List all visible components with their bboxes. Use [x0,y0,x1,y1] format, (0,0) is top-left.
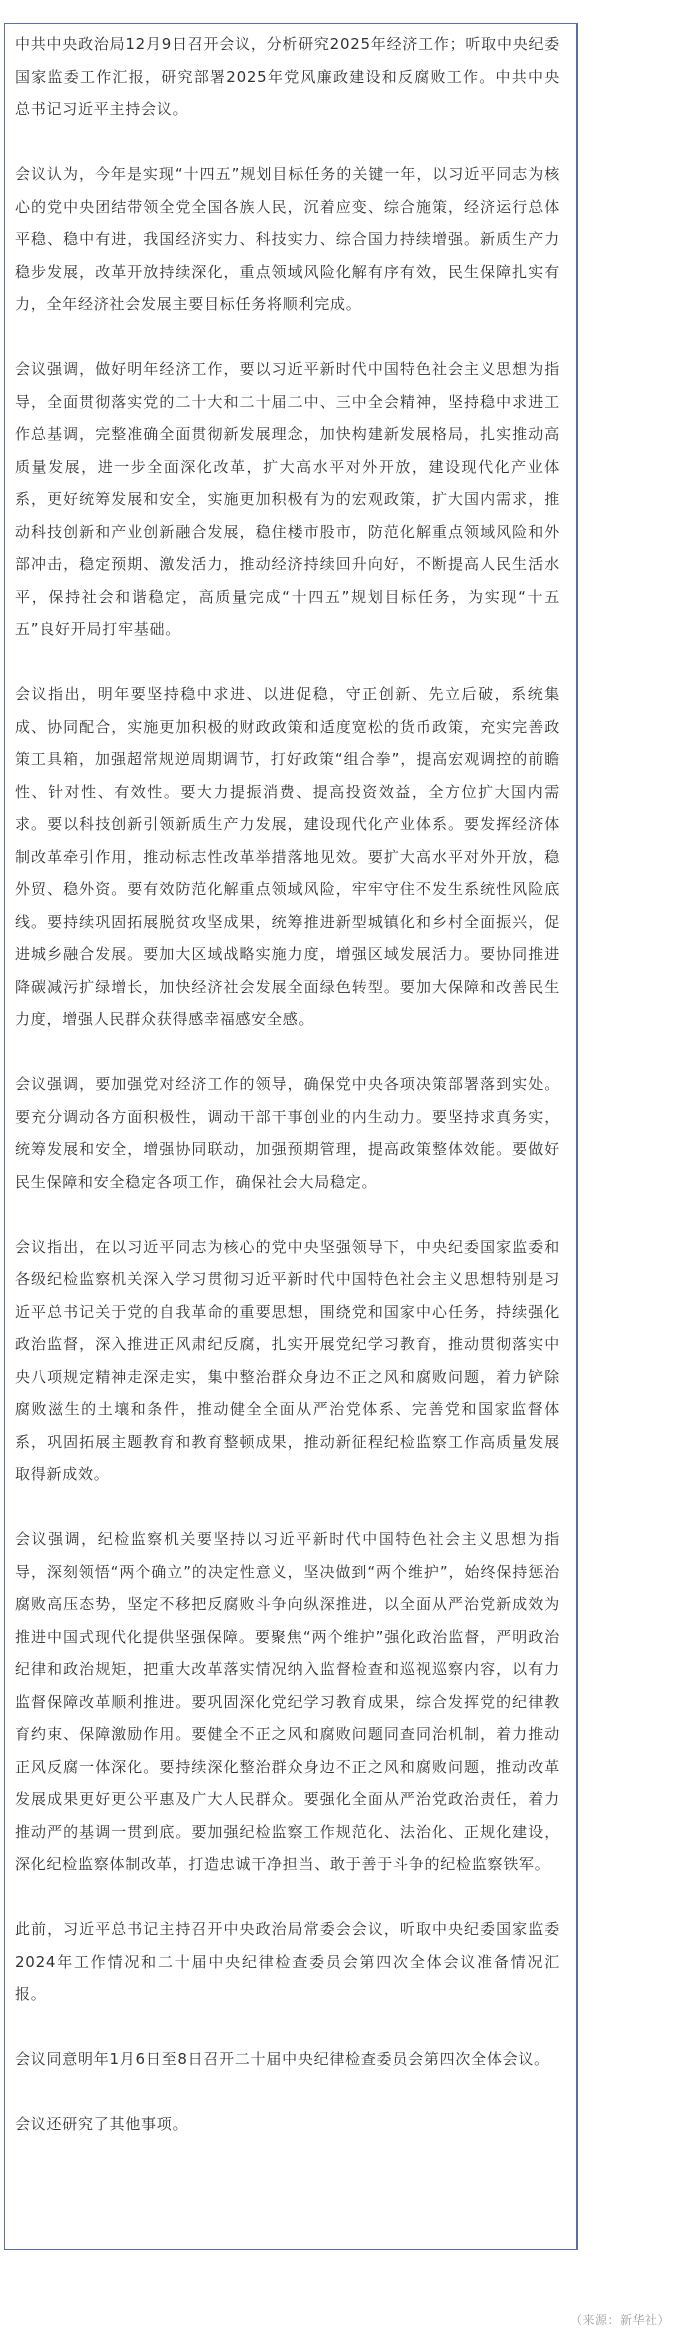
paragraph-policy-priorities: 会议指出，明年要坚持稳中求进、以进促稳，守正创新、先立后破，系统集成、协同配合，实施更加积极的财政政策和适度宽松的货币政策，充实完善政策工具箱，加强超常规逆周期调节，打好政策“组合拳”，提高宏观调控的前瞻性、针对性、有效性。要大力提振消费、提高投资效益，全方位扩大国内需求。要以科技创新引领新质生产力发展，建设现代化产业体系。要发挥经济体制改革牵引作用，推动标志性改革举措落地见效。要扩大高水平对外开放，稳外贸、稳外资。要有效防范化解重点领域风险，牢牢守住不发生系统性风险底线。要持续巩固拓展脱贫攻坚成果，统筹推进新型城镇化和乡村全面振兴，促进城乡融合发展。要加大区域战略实施力度，增强区域发展活力。要协同推进降碳减污扩绿增长，加快经济社会发展全面绿色转型。要加大保障和改善民生力度，增强人民群众获得感幸福感安全感。 [15,685,560,1028]
paragraph-economic-work-guidance: 会议强调，做好明年经济工作，要以习近平新时代中国特色社会主义思想为指导，全面贯彻落实党的二十大和二十届二中、三中全会精神，坚持稳中求进工作总基调，完整准确全面贯彻新发展理念，加快构建新发展格局，扎实推动高质量发展，进一步全面深化改革，扩大高水平对外开放，建设现代化产业体系，更好统筹发展和安全，实施更加积极有为的宏观政策，扩大国内需求，推动科技创新和产业创新融合发展，稳住楼市股市，防范化解重点领域风险和外部冲击，稳定预期、激发活力，推动经济持续回升向好，不断提高人民生活水平，保持社会和谐稳定，高质量完成“十四五”规划目标任务，为实现“十五五”良好开局打牢基础。 [15,360,560,638]
paragraph-meeting-intro: 中共中央政治局12月9日召开会议，分析研究2025年经济工作；听取中央纪委国家监委工作汇报，研究部署2025年党风廉政建设和反腐败工作。中共中央总书记习近平主持会议。 [15,35,560,118]
article-container [4,23,578,2250]
paragraph-plenary-date: 会议同意明年1月6日至8日召开二十届中央纪律检查委员会第四次全体会议。 [15,2050,550,2068]
paragraph-standing-committee: 此前，习近平总书记主持召开中央政治局常委会会议，听取中央纪委国家监委2024年工作情况和二十届中央纪律检查委员会第四次全体会议准备情况汇报。 [15,1920,560,2003]
paragraph-economy-review: 会议认为，今年是实现“十四五”规划目标任务的关键一年，以习近平同志为核心的党中央团结带领全党全国各族人民，沉着应变、综合施策，经济运行总体平稳、稳中有进，我国经济实力、科技实力、综合国力持续增强。新质生产力稳步发展，改革开放持续深化，重点领域风险化解有序有效，民生保障扎实有力，全年经济社会发展主要目标任务将顺利完成。 [15,165,560,313]
source-credit: （来源：新华社） [569,2313,670,2327]
paragraph-other-matters: 会议还研究了其他事项。 [15,2115,189,2133]
paragraph-discipline-tasks: 会议强调，纪检监察机关要坚持以习近平新时代中国特色社会主义思想为指导，深刻领悟“两个确立”的决定性意义，坚决做到“两个维护”，始终保持惩治腐败高压态势，坚定不移把反腐败斗争向纵深推进，以全面从严治党新成效为推进中国式现代化提供坚强保障。要聚焦“两个维护”强化政治监督，严明政治纪律和政治规矩，把重大改革落实情况纳入监督检查和巡视巡察内容，以有力监督保障改革顺利推进。要巩固深化党纪学习教育成果，综合发挥党的纪律教育约束、保障激励作用。要健全不正之风和腐败问题同查同治机制，着力推动正风反腐一体深化。要持续深化整治群众身边不正之风和腐败问题，推动改革发展成果更好更公平惠及广大人民群众。要强化全面从严治党政治责任，着力推动严的基调一贯到底。要加强纪检监察工作规范化、法治化、正规化建设，深化纪检监察体制改革，打造忠诚干净担当、敢于善于斗争的纪检监察铁军。 [15,1530,560,1873]
paragraph-party-leadership: 会议强调，要加强党对经济工作的领导，确保党中央各项决策部署落到实处。要充分调动各方面积极性，调动干部干事创业的内生动力。要坚持求真务实，统筹发展和安全，增强协同联动，加强预期管理，提高政策整体效能。要做好民生保障和安全稳定各项工作，确保社会大局稳定。 [15,1075,560,1191]
paragraph-discipline-review: 会议指出，在以习近平同志为核心的党中央坚强领导下，中央纪委国家监委和各级纪检监察机关深入学习贯彻习近平新时代中国特色社会主义思想特别是习近平总书记关于党的自我革命的重要思想，围绕党和国家中心任务，持续强化政治监督，深入推进正风肃纪反腐，扎实开展党纪学习教育，推动贯彻落实中央八项规定精神走深走实，集中整治群众身边不正之风和腐败问题，着力铲除腐败滋生的土壤和条件，推动健全全面从严治党体系、完善党和国家监督体系，巩固拓展主题教育和教育整顿成果，推动新征程纪检监察工作高质量发展取得新成效。 [15,1237,560,1483]
